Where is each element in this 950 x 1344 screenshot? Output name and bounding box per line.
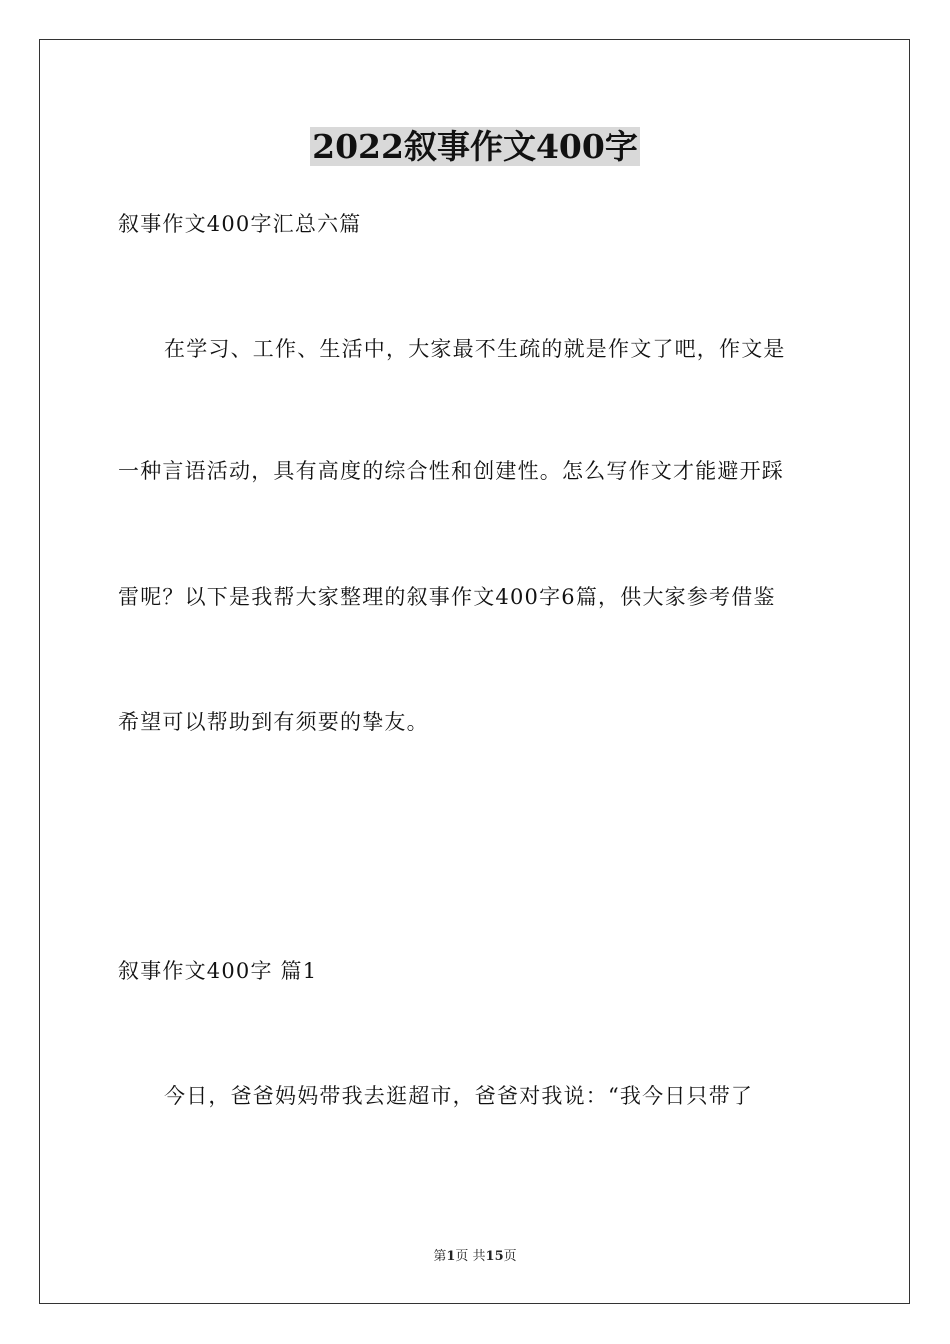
intro-line-1: 在学习、工作、生活中，大家最不生疏的就是作文了吧，作文是	[164, 337, 786, 361]
document-subtitle: 叙事作文400字汇总六篇	[118, 212, 362, 236]
footer-current-page: 1	[446, 1249, 456, 1264]
footer-suffix: 页	[503, 1249, 517, 1264]
intro-line-4: 希望可以帮助到有须要的挚友。	[118, 710, 429, 734]
document-title	[0, 124, 950, 170]
footer-mid: 页 共	[455, 1249, 486, 1264]
footer-total-pages: 15	[485, 1249, 504, 1264]
page-number-footer	[0, 1247, 950, 1267]
footer-prefix: 第	[433, 1249, 447, 1264]
section-heading: 叙事作文400字 篇1	[118, 959, 318, 983]
intro-line-2: 一种言语活动，具有高度的综合性和创建性。怎么写作文才能避开踩	[118, 459, 784, 483]
intro-line-3: 雷呢？以下是我帮大家整理的叙事作文400字6篇，供大家参考借鉴	[118, 585, 776, 609]
document-title-text: 2022叙事作文400字	[312, 127, 638, 166]
section-line-1: 今日，爸爸妈妈带我去逛超市，爸爸对我说：“我今日只带了	[164, 1084, 754, 1108]
